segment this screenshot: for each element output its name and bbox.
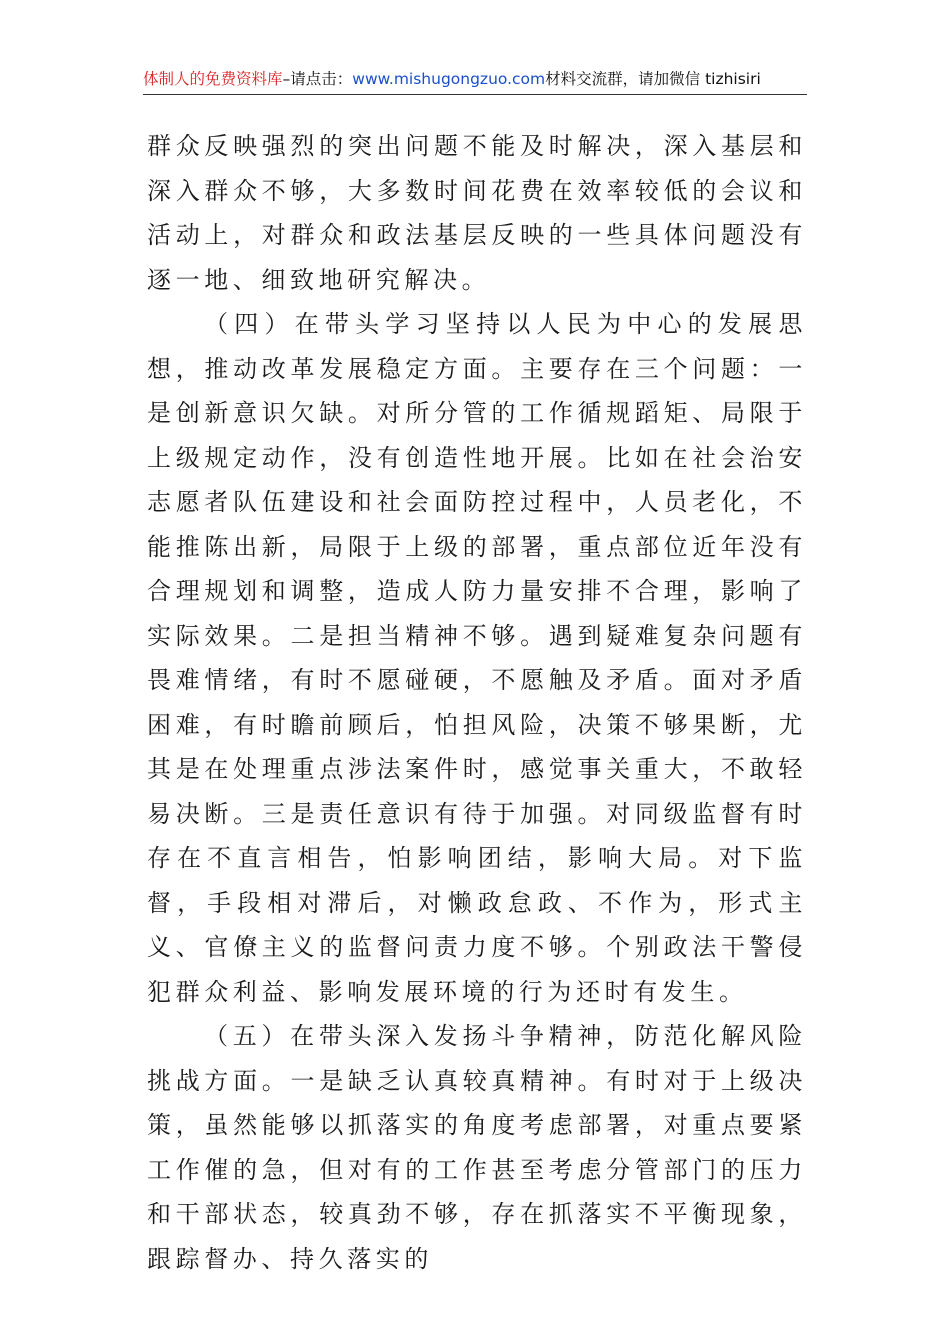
- paragraph-section-4: （四）在带头学习坚持以人民为中心的发展思想，推动改革发展稳定方面。主要存在三个问题：一是创新意识欠缺。对所分管的工作循规蹈矩、局限于上级规定动作，没有创造性地开展。比如在社会治安志愿者队伍建设和社会面防控过程中，人员老化，不能推陈出新，局限于上级的部署，重点部位近年没有合理规划和调整，造成人防力量安排不合理，影响了实际效果。二是担当精神不够。遇到疑难复杂问题有畏难情绪，有时不愿碰硬，不愿触及矛盾。面对矛盾困难，有时瞻前顾后，怕担风险，决策不够果断，尤其是在处理重点涉法案件时，感觉事关重大，不敢轻易决断。三是责任意识有待于加强。对同级监督有时存在不直言相告，怕影响团结，影响大局。对下监督，手段相对滞后，对懒政怠政、不作为，形式主义、官僚主义的监督问责力度不够。个别政法干警侵犯群众利益、影响发展环境的行为还时有发生。: [147, 310, 807, 1006]
- paragraph-section-5: （五）在带头深入发扬斗争精神，防范化解风险挑战方面。一是缺乏认真较真精神。有时对于上级决策，虽然能够以抓落实的角度考虑部署，对重点要紧工作催的急，但对有的工作甚至考虑分管部门的压力和干部状态，较真劲不够，存在抓落实不平衡现象，跟踪督办、持久落实的: [147, 1022, 807, 1273]
- header-prompt: –请点击：: [282, 70, 353, 88]
- paragraph-continued: 群众反映强烈的突出问题不能及时解决，深入基层和深入群众不够，大多数时间花费在效率较低的会议和活动上，对群众和政法基层反映的一些具体问题没有逐一地、细致地研究解决。: [147, 132, 807, 294]
- header-brand[interactable]: 体制人的免费资料库: [143, 70, 283, 88]
- header-url-link[interactable]: www.mishugongzuo.com: [352, 70, 546, 88]
- page-header: [143, 66, 807, 95]
- document-body: [147, 124, 807, 1281]
- header-wechat-note: 材料交流群，请加微信 tizhisiri: [545, 70, 761, 88]
